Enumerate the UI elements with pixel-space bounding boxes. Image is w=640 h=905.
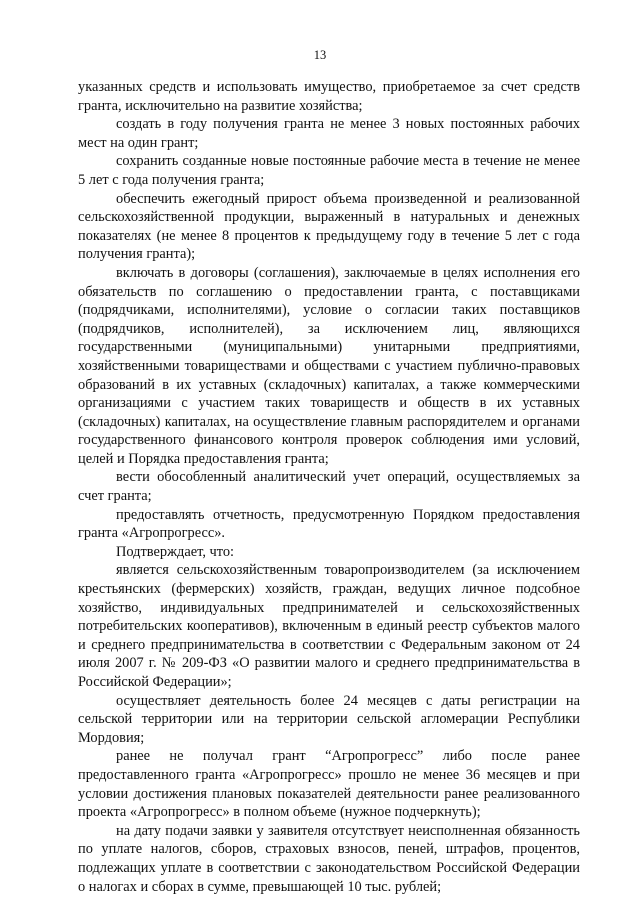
paragraph: осуществляет деятельность более 24 месяцев с даты регистрации на сельской территории или на территории сельской агломерации Республики Мордовия; xyxy=(78,692,580,746)
paragraph: обеспечить ежегодный прирост объема произведенной и реализованной сельскохозяйственной продукции, выраженный в натуральных и денежных показателях (не менее 8 процентов к предыдущему году в течение 5 лет с года получения гранта); xyxy=(78,190,580,263)
page-number: 13 xyxy=(313,48,327,62)
paragraph: ранее не получал грант “Агропрогресс” либо после ранее предоставленного гранта «Агропрогресс» прошло не менее 36 месяцев и при условии достижения плановых показателей деятельности ранее реализованного проекта «Агропрогресс» в полном объеме (нужное подчеркнуть); xyxy=(78,748,580,821)
paragraph: на дату подачи заявки у заявителя отсутствует неисполненная обязанность по уплате налогов, сборов, страховых взносов, пеней, штрафов, процентов, подлежащих уплате в соответствии с законодательством Российской Федерации о налогах и сборах в сумме, превышающей 10 тыс. рублей; xyxy=(78,822,580,895)
paragraph: предоставлять отчетность, предусмотренную Порядком предоставления гранта «Агропрогресс». xyxy=(78,506,580,542)
paragraph: вести обособленный аналитический учет операций, осуществляемых за счет гранта; xyxy=(78,469,580,505)
paragraph: включать в договоры (соглашения), заключаемые в целях исполнения его обязательств по соглашению о предоставлении гранта, с поставщиками (подрядчиками, исполнителями), условие о согласии таких поставщиков (подрядчиков, исполнителей), за исключением лиц, являющихся государственными (муниципальными) унитарными предприятиями, хозяйственными товариществами и обществами с участием публично-правовых образований в их уставных (складочных) капиталах, а также коммерческими организациями с участием таких товариществ и обществ в их уставных (складочных) капиталах, на осуществление главным распорядителем и органами государственного финансового контроля проверок соблюдения ими условий, целей и Порядка предоставления гранта; xyxy=(78,264,580,467)
paragraph: является сельскохозяйственным товаропроизводителем (за исключением крестьянских (фермерских) хозяйств, граждан, ведущих личное подсобное хозяйство, индивидуальных предпринимателей и сельскохозяйственных потребительских кооперативов), включенным в единый реестр субъектов малого и среднего предпринимательства в соответствии с Федеральным законом от 24 июля 2007 г. № 209-ФЗ «О развитии малого и среднего предпринимательства в Российской Федерации»; xyxy=(78,562,580,690)
paragraph: указанных средств и использовать имущество, приобретаемое за счет средств гранта, исключительно на развитие хозяйства; xyxy=(78,79,580,114)
paragraph: создать в году получения гранта не менее 3 новых постоянных рабочих мест на один грант; xyxy=(78,116,580,151)
paragraph: Подтверждает, что: xyxy=(116,543,235,560)
document-body xyxy=(78,78,580,896)
paragraph: сохранить созданные новые постоянные рабочие места в течение не менее 5 лет с года получения гранта; xyxy=(78,153,580,188)
